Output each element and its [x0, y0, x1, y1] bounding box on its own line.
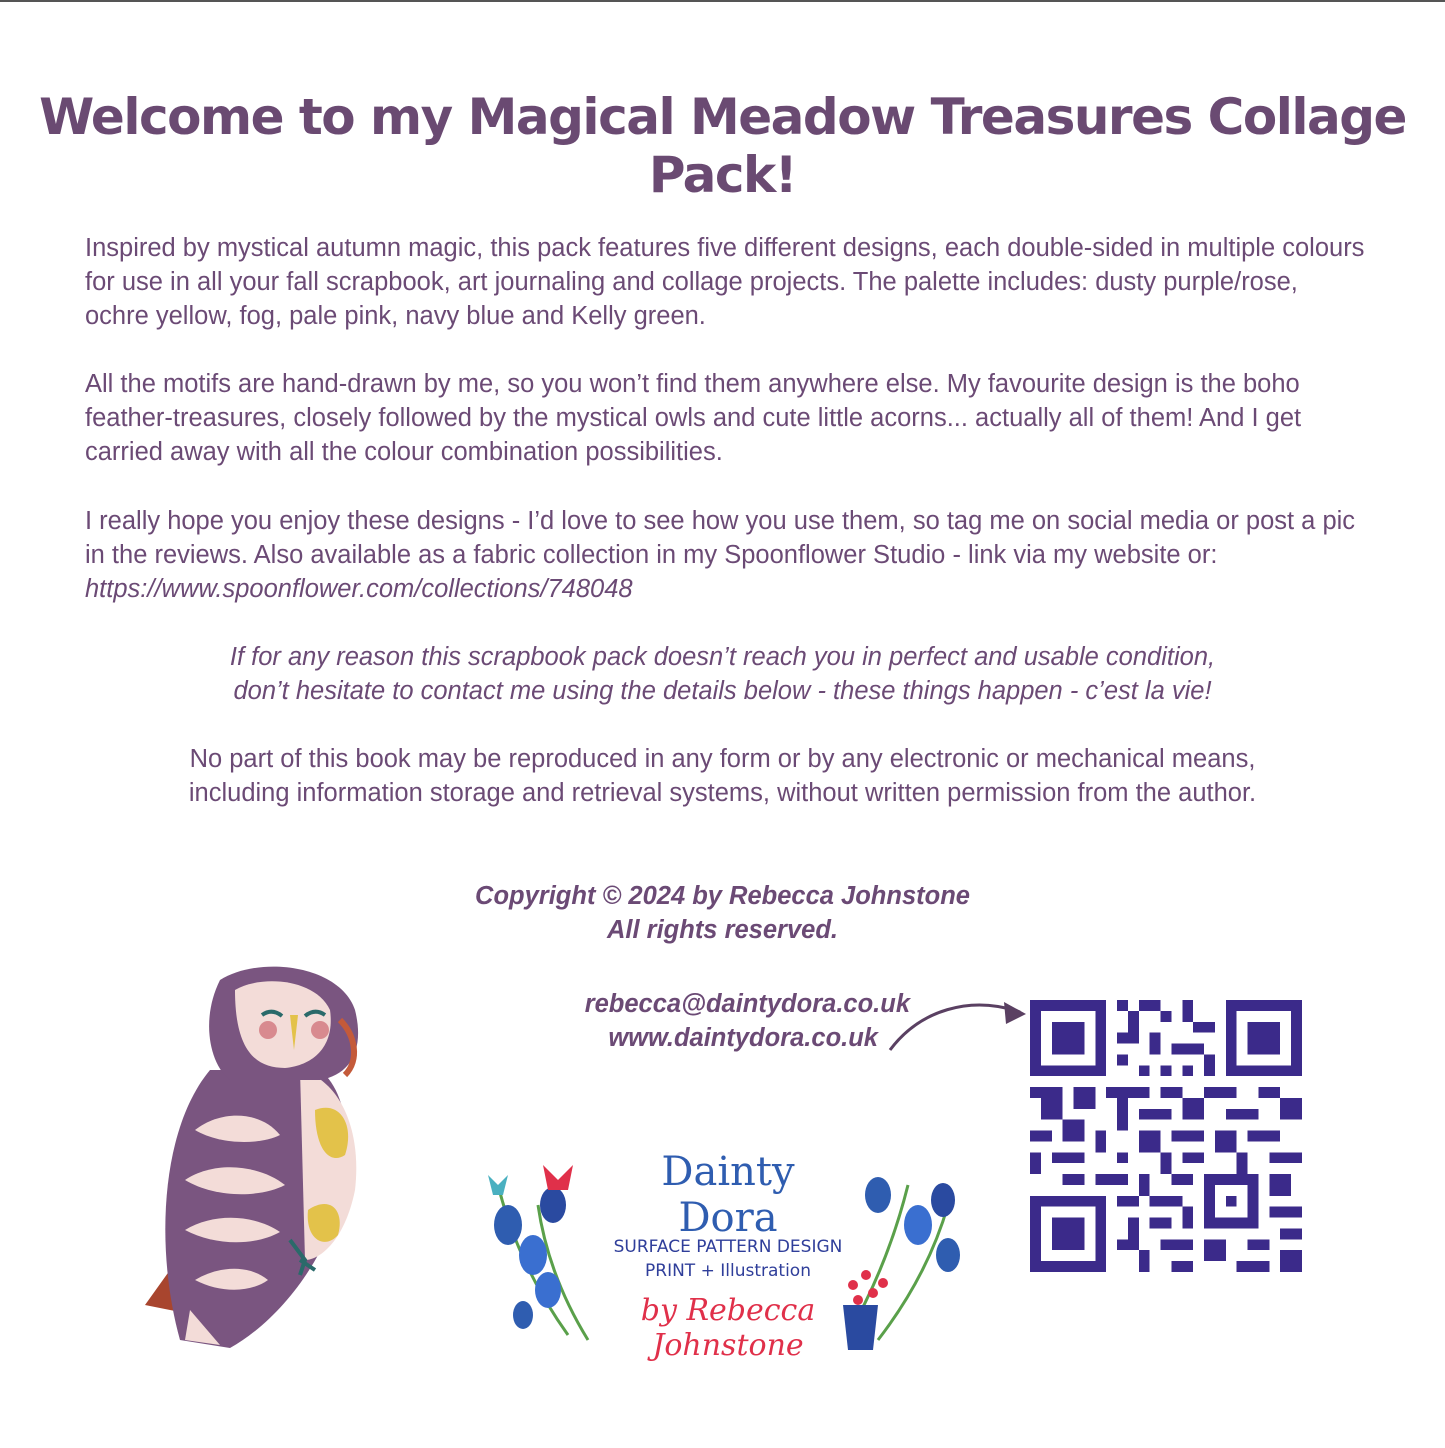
logo-tagline-1: SURFACE PATTERN DESIGN	[613, 1237, 843, 1257]
logo-tagline-2: PRINT + Illustration	[645, 1261, 811, 1281]
email-link[interactable]: rebecca@daintydora.co.uk	[584, 990, 910, 1018]
intro-paragraph: Inspired by mystical autumn magic, this pack features five different designs, each double-sided in multiple colours for use in all your fall scrapbook, art journaling and collage projects. The palette includes: dusty purple/rose, ochre yellow, fog, pale pink, navy blue and Kelly green.	[85, 234, 1365, 330]
social-text: I really hope you enjoy these designs - I’d love to see how you use them, so tag me on social media or post a pic in the reviews. Also available as a fabric collection in my Spoonflower Studio - link via my website or:	[85, 507, 1356, 569]
reproduction-notice	[0, 742, 1445, 810]
dainty-dora-logo	[478, 1145, 978, 1363]
website-link[interactable]: www.daintydora.co.uk	[608, 1024, 878, 1052]
owl-illustration	[140, 960, 370, 1350]
rights-reserved-line: All rights reserved.	[606, 916, 838, 944]
logo-signature: by Rebecca Johnstone	[640, 1293, 816, 1363]
copyright-block	[0, 879, 1445, 947]
page-title: Welcome to my Magical Meadow Treasures Collage Pack!	[39, 88, 1406, 204]
spoonflower-link[interactable]: https://www.spoonflower.com/collections/748048	[85, 575, 633, 603]
top-border-line	[0, 0, 1445, 2]
logo-brand: Dainty Dora	[661, 1149, 795, 1241]
motifs-paragraph: All the motifs are hand-drawn by me, so you won’t find them anywhere else. My favourite design is the boho feather-treasures, closely followed by the mystical owls and cute little acorns... actually all of them! And I get carried away with all the colour combination possibilities.	[85, 370, 1302, 466]
condition-notice	[0, 640, 1445, 708]
reproduction-line-1: No part of this book may be reproduced in any form or by any electronic or mechanical means,	[189, 745, 1256, 773]
condition-line-1: If for any reason this scrapbook pack doesn’t reach you in perfect and usable condition,	[229, 643, 1216, 671]
condition-line-2: don’t hesitate to contact me using the details below - these things happen - c’est la vie!	[233, 677, 1212, 705]
copyright-line: Copyright © 2024 by Rebecca Johnstone	[475, 882, 970, 910]
curved-arrow-icon	[880, 990, 1040, 1060]
qr-code[interactable]	[1030, 1000, 1302, 1272]
social-paragraph	[85, 504, 1365, 606]
contact-block	[440, 987, 910, 1055]
reproduction-line-2: including information storage and retrieval systems, without written permission from the author.	[188, 779, 1257, 807]
